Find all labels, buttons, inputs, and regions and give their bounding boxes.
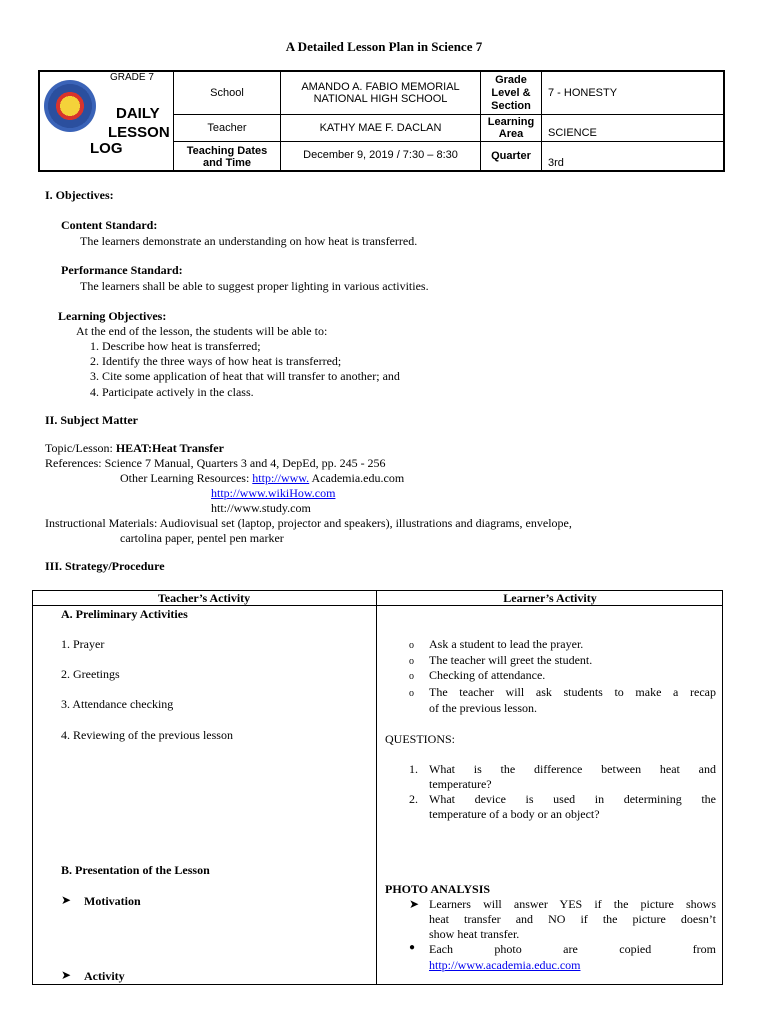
bullet-o-icon: o xyxy=(409,688,414,699)
grade-label: GRADE 7 xyxy=(110,72,154,83)
school-seal-logo xyxy=(44,80,96,132)
photo-analysis-heading: PHOTO ANALYSIS xyxy=(385,882,491,896)
objective-item: 1. Describe how heat is transferred; xyxy=(90,339,261,353)
content-standard-label: Content Standard: xyxy=(61,218,158,232)
resource-link-wikihow[interactable]: http://www.wikiHow.com xyxy=(211,486,336,500)
other-resources-label: Other Learning Resources: xyxy=(120,471,253,485)
grade-label-line3: Section xyxy=(491,99,531,112)
photo-instruction-line2: heat transfer and NO if the picture doesn’t xyxy=(429,912,716,926)
learner-activity-header: Learner’s Activity xyxy=(503,591,597,605)
questions-label: QUESTIONS: xyxy=(385,732,456,746)
learner-item: The teacher will greet the student. xyxy=(429,653,593,667)
teacher-item-prayer: 1. Prayer xyxy=(61,637,105,651)
objective-item: 3. Cite some application of heat that will transfer to another; and xyxy=(90,369,400,383)
quarter-value: 3rd xyxy=(548,157,564,169)
presentation-heading: B. Presentation of the Lesson xyxy=(61,863,210,877)
area-label-line1: Learning xyxy=(487,116,535,128)
teaching-dates-value: December 9, 2019 / 7:30 – 8:30 xyxy=(303,149,458,161)
references-line: References: Science 7 Manual, Quarters 3 and 4, DepEd, pp. 245 - 256 xyxy=(45,456,386,470)
grade-section-value: 7 - HONESTY xyxy=(548,87,618,99)
dates-label-line1: Teaching Dates xyxy=(186,145,268,157)
other-resources-line xyxy=(120,471,404,486)
objective-item: 4. Participate actively in the class. xyxy=(90,385,254,399)
topic-label: Topic/Lesson: xyxy=(45,441,116,455)
strategy-heading: III. Strategy/Procedure xyxy=(45,559,165,573)
school-label: School xyxy=(210,87,244,99)
lesson-text: LESSON xyxy=(108,124,170,141)
other-resources-rest: Academia.edu.com xyxy=(309,471,405,485)
motivation-label: Motivation xyxy=(84,894,141,908)
learner-item-cont: of the previous lesson. xyxy=(429,701,537,715)
question-2-line2: temperature of a body or an object? xyxy=(429,807,600,821)
photo-source-line1: Each photo are copied from xyxy=(429,942,716,956)
dates-label-line2: and Time xyxy=(202,157,252,169)
materials-line1: Instructional Materials: Audiovisual set (laptop, projector and speakers), illustrations and diagrams, envelope, xyxy=(45,516,572,530)
dot-bullet-icon: ● xyxy=(409,942,416,953)
grade-section-label xyxy=(481,72,541,114)
bullet-o-icon: o xyxy=(409,656,414,667)
learning-area-label xyxy=(481,115,541,141)
learning-objectives-intro: At the end of the lesson, the students will be able to: xyxy=(76,324,328,338)
teacher-item-attendance: 3. Attendance checking xyxy=(61,697,174,711)
school-value xyxy=(281,72,480,114)
quarter-label: Quarter xyxy=(491,150,531,162)
learning-area-value: SCIENCE xyxy=(548,127,597,139)
q1-number: 1. xyxy=(409,762,418,776)
photo-source-link[interactable]: http://www.academia.educ.com xyxy=(429,958,581,972)
daily-lesson-label xyxy=(108,104,170,142)
question-2-line1: What device is used in determining the xyxy=(429,792,716,806)
topic-line xyxy=(45,441,224,456)
performance-standard-label: Performance Standard: xyxy=(61,263,183,277)
arrow-bullet-icon: ➤ xyxy=(409,897,420,911)
arrow-bullet-icon: ➤ xyxy=(61,893,72,907)
teacher-item-review: 4. Reviewing of the previous lesson xyxy=(61,728,233,742)
q2-number: 2. xyxy=(409,792,418,806)
teacher-value: KATHY MAE F. DACLAN xyxy=(319,122,442,134)
daily-text: DAILY xyxy=(116,105,160,122)
document-title: A Detailed Lesson Plan in Science 7 xyxy=(285,39,483,54)
photo-instruction-line3: show heat transfer. xyxy=(429,927,520,941)
learner-item: Checking of attendance. xyxy=(429,668,546,682)
subject-matter-heading: II. Subject Matter xyxy=(45,413,138,427)
teaching-dates-label xyxy=(174,142,280,172)
area-label-line2: Area xyxy=(498,128,524,140)
photo-instruction-line1: Learners will answer YES if the picture shows xyxy=(429,897,716,911)
resource-link-academia[interactable]: http://www. xyxy=(252,471,310,485)
bullet-o-icon: o xyxy=(409,671,414,682)
content-standard-text: The learners demonstrate an understanding on how heat is transferred. xyxy=(80,234,418,248)
objective-item: 2. Identify the three ways of how heat is transferred; xyxy=(90,354,342,368)
materials-line2: cartolina paper, pentel pen marker xyxy=(120,531,284,545)
resource-study: htt://www.study.com xyxy=(211,501,311,515)
preliminary-activities-heading: A. Preliminary Activities xyxy=(61,607,188,621)
performance-standard-text: The learners shall be able to suggest proper lighting in various activities. xyxy=(80,279,429,293)
activity-label: Activity xyxy=(84,969,125,983)
learner-item: The teacher will ask students to make a recap xyxy=(429,685,716,699)
school-name-line2: NATIONAL HIGH SCHOOL xyxy=(313,93,448,105)
teacher-item-greetings: 2. Greetings xyxy=(61,667,120,681)
teacher-label: Teacher xyxy=(207,122,247,134)
teacher-activity-header: Teacher’s Activity xyxy=(157,591,251,605)
arrow-bullet-icon: ➤ xyxy=(61,968,72,982)
log-text: LOG xyxy=(90,140,123,157)
bullet-o-icon: o xyxy=(409,640,414,651)
topic-value: HEAT:Heat Transfer xyxy=(115,441,224,455)
grade-label-line2: Level & xyxy=(491,86,531,99)
question-1-line2: temperature? xyxy=(429,777,492,791)
learning-objectives-label: Learning Objectives: xyxy=(58,309,167,323)
school-name-line1: AMANDO A. FABIO MEMORIAL xyxy=(301,81,460,93)
learner-item: Ask a student to lead the prayer. xyxy=(429,637,584,651)
grade-label-line1: Grade xyxy=(495,73,527,86)
question-1-line1: What is the difference between heat and xyxy=(429,762,716,776)
objectives-heading: I. Objectives: xyxy=(45,188,114,202)
